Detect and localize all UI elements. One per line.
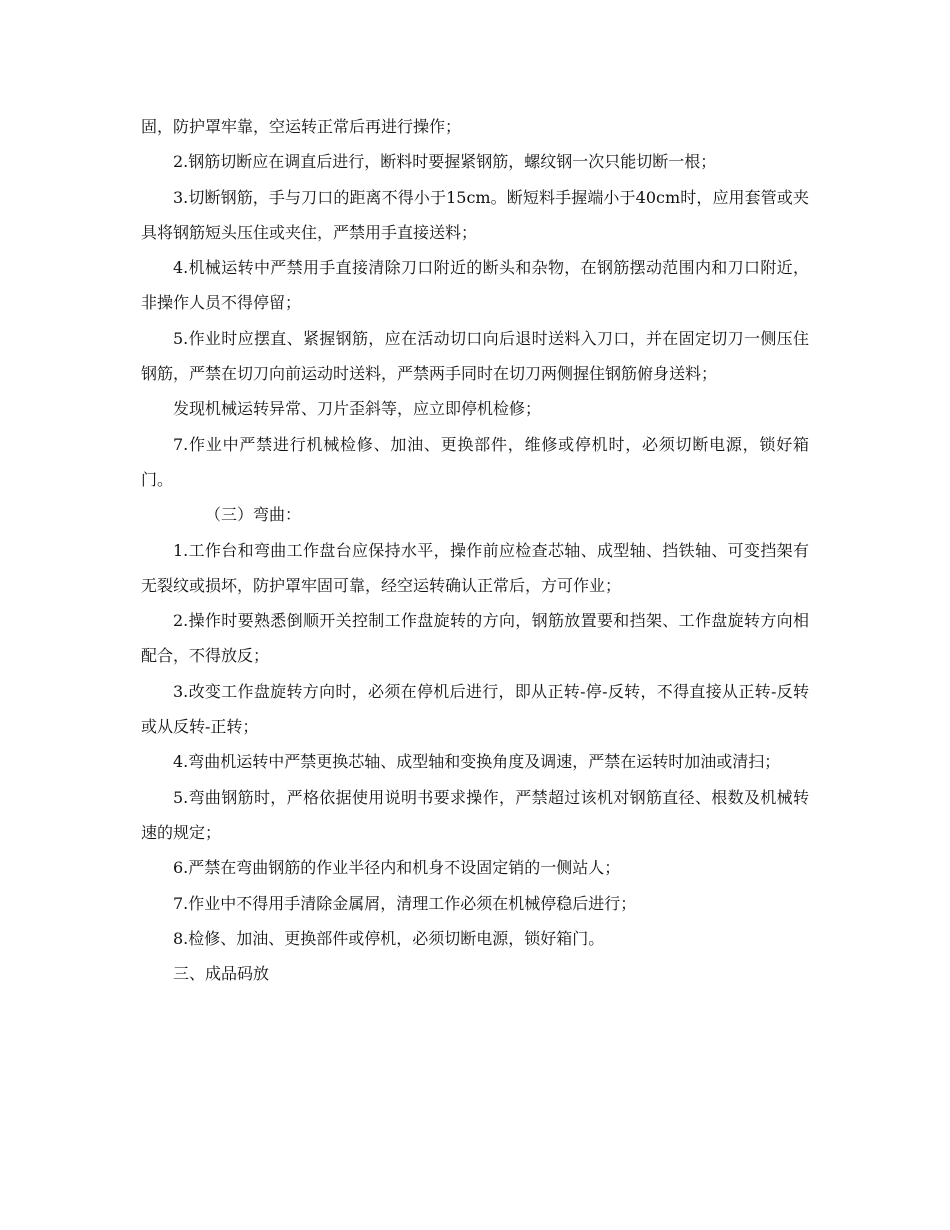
paragraph-cutting-item-3: 3.切断钢筋，手与刀口的距离不得小于15cm。断短料手握端小于40cm时，应用套管或夹具将钢筋短头压住或夹住，严禁用手直接送料； [141,187,809,242]
paragraph-bending-item-1: 1.工作台和弯曲工作盘台应保持水平，操作前应检查芯轴、成型轴、挡铁轴、可变挡架有无裂纹或损坏，防护罩牢固可靠，经空运转确认正常后，方可作业； [141,540,809,595]
paragraph-cutting-item-5: 5.作业时应摆直、紧握钢筋，应在活动切口向后退时送料入刀口，并在固定切刀一侧压住钢筋，严禁在切刀向前运动时送料，严禁两手同时在切刀两侧握住钢筋俯身送料； [141,328,809,384]
paragraph-bending-item-5: 5.弯曲钢筋时，严格依据使用说明书要求操作，严禁超过该机对钢筋直径、根数及机械转速的规定； [141,787,809,842]
paragraph-cutting-item-6: 发现机械运转异常、刀片歪斜等，应立即停机检修； [173,399,542,419]
paragraph-bending-item-7: 7.作业中不得用手清除金属屑，清理工作必须在机械停稳后进行； [173,893,637,913]
document-body [141,109,809,991]
paragraph-cutting-item-2: 2.钢筋切断应在调直后进行，断料时要握紧钢筋，螺纹钢一次只能切断一根； [173,152,717,172]
paragraph-continuation: 固，防护罩牢靠，空运转正常后再进行操作； [141,117,462,136]
paragraph-cutting-item-4: 4.机械运转中严禁用手直接清除刀口附近的断头和杂物，在钢筋摆动范围内和刀口附近，非操作人员不得停留； [141,258,809,313]
paragraph-bending-item-8: 8.检修、加油、更换部件或停机，必须切断电源，锁好箱门。 [173,928,605,948]
paragraph-bending-item-6: 6.严禁在弯曲钢筋的作业半径内和机身不设固定销的一侧站人； [173,858,621,878]
paragraph-bending-item-2: 2.操作时要熟悉倒顺开关控制工作盘旋转的方向，钢筋放置要和挡架、工作盘旋转方向相配合，不得放反； [141,611,809,666]
section-heading-bending: （三）弯曲： [205,505,302,525]
section-heading-finished-stacking: 三、成品码放 [173,964,270,984]
paragraph-cutting-item-7: 7.作业中严禁进行机械检修、加油、更换部件，维修或停机时，必须切断电源，锁好箱门。 [141,434,809,489]
paragraph-bending-item-3: 3.改变工作盘旋转方向时，必须在停机后进行，即从正转-停-反转，不得直接从正转-反转或从反转-正转； [141,681,809,737]
paragraph-bending-item-4: 4.弯曲机运转中严禁更换芯轴、成型轴和变换角度及调速，严禁在运转时加油或清扫； [173,752,781,772]
